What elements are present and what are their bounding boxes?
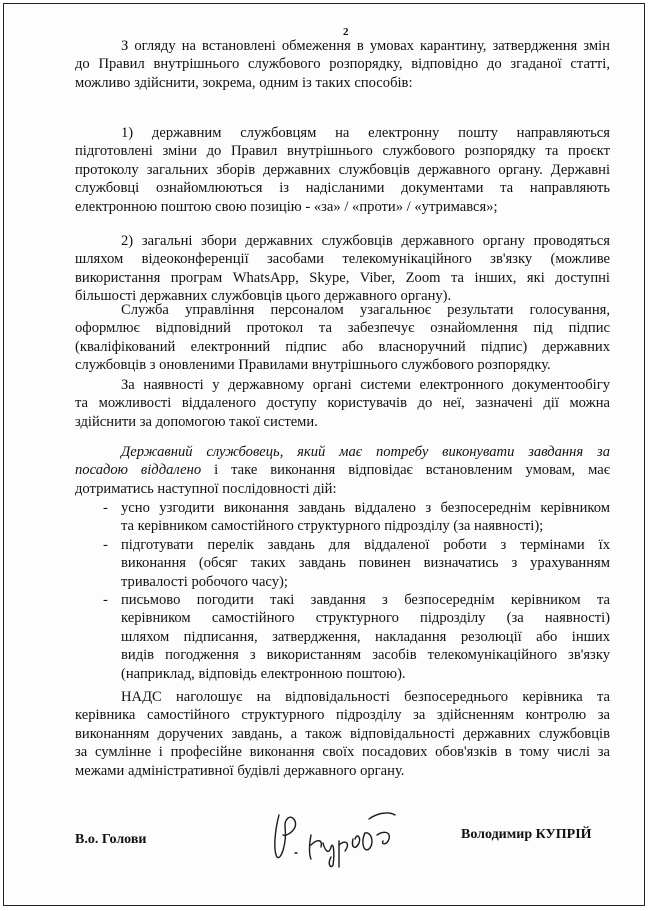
signer-name: Володимир КУПРІЙ: [461, 827, 592, 842]
page-number: 2: [343, 26, 349, 38]
signer-position: В.о. Голови: [75, 832, 147, 847]
paragraph-quarantine-intro: З огляду на встановлені обмеження в умовах карантину, затвердження змін до Правил внутрішнього службового розпорядку, відповідно до згаданої статті, можливо здійснити, зокрема, одним із таких способів:: [75, 38, 610, 91]
paragraph-method-email: 1) державним службовцям на електронну пошту направляються підготовлені зміни до Правил внутрішнього службового розпорядку та проєкт протоколу загальних зборів державних службовців державного органу. Державні службовці ознайомлюються із надісланими документами та направляють електронною поштою свою позицію - «за» / «проти» / «утримався»;: [75, 125, 610, 215]
list-item: - письмово погодити такі завдання з безпосереднім керівником та керівником самостійного структурного підрозділу (за наявності) шляхом підписання, затвердження, накладання резолюції або інших видів погодження з використанням засобів телекомунікаційного зв'язку (наприклад, відповідь електронною поштою).: [103, 592, 610, 682]
paragraph-hr-service: Служба управління персоналом узагальнює результати голосування, оформлює відповідний протокол та забезпечує ознайомлення під підпис (кваліфікований електронний підпис або власноручний підпис) державних службовців з оновленими Правилами внутрішнього службового розпорядку.: [75, 302, 610, 374]
paragraph-nads-responsibility: НАДС наголошує на відповідальності безпосереднього керівника та керівника самостійного структурного підрозділу за здійсненням контролю за виконанням доручених завдань, а також відповідальності державних службовців за сумлінне і професійне виконання своїх посадових обов'язків в тому числі за межами адміністративної будівлі державного органу.: [75, 689, 610, 779]
paragraph-remote-work: Державний службовець, який має потребу виконувати завдання за посадою віддалено і таке виконання відповідає встановленим умовам, має дотриматись наступної послідовності дій:: [75, 444, 610, 497]
paragraph-method-videoconference: 2) загальні збори державних службовців державного органу проводяться шляхом відеоконференції засобами телекомунікаційного зв'язку (можливе використання програм WhatsApp, Skype, Viber, Zoom та інших, які доступні більшості державних службовців цього державного органу).: [75, 233, 610, 305]
paragraph-edms: За наявності у державному органі системи електронного документообігу та можливості віддаленого доступу користувачів до неї, зазначені дії можна здійснити за допомогою такої системи.: [75, 377, 610, 430]
bullet-dash: -: [103, 592, 108, 609]
remote-work-steps: [103, 499, 610, 683]
remote-work-emphasis: посадою віддалено: [75, 462, 202, 479]
list-item: - підготувати перелік завдань для віддаленої роботи з термінами їх виконання (обсяг таких завдань повинен визначатись з урахуванням тривалості робочого часу);: [103, 536, 610, 590]
bullet-dash: -: [103, 536, 108, 553]
bullet-dash: -: [103, 500, 108, 516]
handwritten-signature: [265, 795, 415, 870]
list-item: - усно узгодити виконання завдань віддалено з безпосереднім керівником та керівником самостійного структурного підрозділу (за наявності);: [103, 500, 610, 535]
